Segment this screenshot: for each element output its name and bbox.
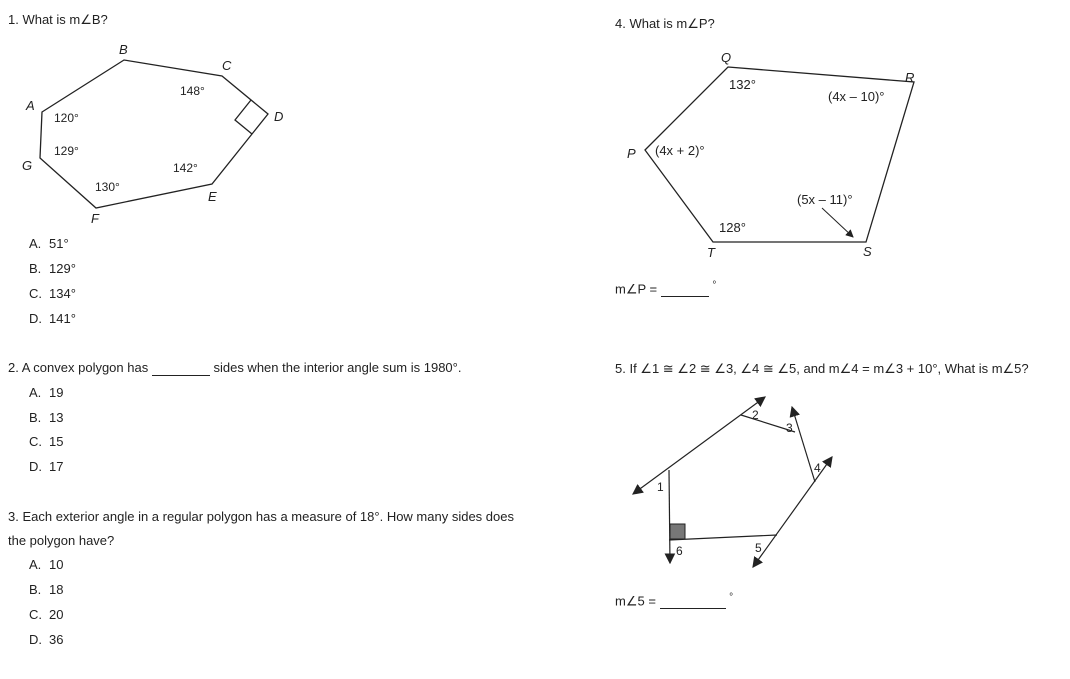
q1-angle-F: 130° [95, 180, 120, 194]
q4-angle-T: 128° [719, 220, 746, 235]
q3-prompt-line1: 3. Each exterior angle in a regular polygon has a measure of 18°. How many sides does [8, 509, 514, 524]
q1-vertex-G: G [22, 158, 33, 173]
q4-vertex-S: S [863, 244, 872, 259]
q5-answer-blank[interactable] [660, 593, 726, 609]
q1-vertex-B: B [119, 42, 128, 57]
q5-angle-3: 3 [786, 421, 793, 435]
q5-angle-1: 1 [657, 480, 664, 494]
q4-angle-P: (4x + 2)° [655, 143, 705, 158]
q1-vertex-F: F [91, 211, 99, 226]
q1-choice-d[interactable]: D. 141° [29, 311, 76, 326]
q1-prompt: 1. What is m∠B? [8, 12, 108, 27]
q2-choice-a[interactable]: A. 19 [29, 385, 64, 400]
q3-prompt-line2: the polygon have? [8, 533, 115, 548]
q4-angle-Q: 132° [729, 77, 756, 92]
q1-choice-a[interactable]: A. 51° [29, 236, 69, 251]
q5-angle-2: 2 [752, 408, 759, 422]
q4-vertex-R: R [905, 70, 915, 85]
q1-vertex-E: E [208, 189, 217, 204]
q1-choice-b[interactable]: B. 129° [29, 261, 76, 276]
q4-answer-line: m∠P = ° [615, 280, 717, 297]
q2-choice-b[interactable]: B. 13 [29, 410, 64, 425]
q5-angle-6: 6 [676, 544, 683, 558]
q5-side-left [669, 470, 670, 563]
q1-angle-E: 142° [173, 161, 198, 175]
q3-choice-b[interactable]: B. 18 [29, 582, 64, 597]
q4-vertex-P: P [627, 146, 636, 161]
q5-angle-5: 5 [755, 541, 762, 555]
q3-choice-d[interactable]: D. 36 [29, 632, 64, 647]
q1-vertex-D: D [274, 109, 284, 124]
q5-side-top-left [633, 397, 765, 494]
q5-answer-line: m∠5 = ° [615, 592, 734, 609]
q1-choice-c[interactable]: C. 134° [29, 286, 76, 301]
q2-choice-c[interactable]: C. 15 [29, 434, 64, 449]
q2-choice-d[interactable]: D. 17 [29, 459, 64, 474]
q3-choice-c[interactable]: C. 20 [29, 607, 64, 622]
q5-side-right-upper [792, 407, 815, 482]
q5-prompt: 5. If ∠1 ≅ ∠2 ≅ ∠3, ∠4 ≅ ∠5, and m∠4 = m∠3 + 10°, What is m∠5? [615, 361, 1029, 376]
q1-angle-A: 120° [54, 111, 79, 125]
q1-angle-G: 129° [54, 144, 79, 158]
q5-right-angle-mark [670, 524, 685, 539]
q4-angle-S: (5x – 11)° [797, 192, 853, 207]
q5-angle-4: 4 [814, 461, 821, 475]
q4-vertex-T: T [707, 245, 715, 260]
q2-prompt: 2. A convex polygon has sides when the interior angle sum is 1980°. [8, 360, 462, 375]
q4-prompt: 4. What is m∠P? [615, 16, 715, 31]
q1-vertex-A: A [26, 98, 35, 113]
q4-angle-R: (4x – 10)° [828, 89, 885, 104]
q3-choice-a[interactable]: A. 10 [29, 557, 64, 572]
q1-angle-C: 148° [180, 84, 205, 98]
q1-vertex-C: C [222, 58, 232, 73]
q4-vertex-Q: Q [721, 50, 732, 65]
